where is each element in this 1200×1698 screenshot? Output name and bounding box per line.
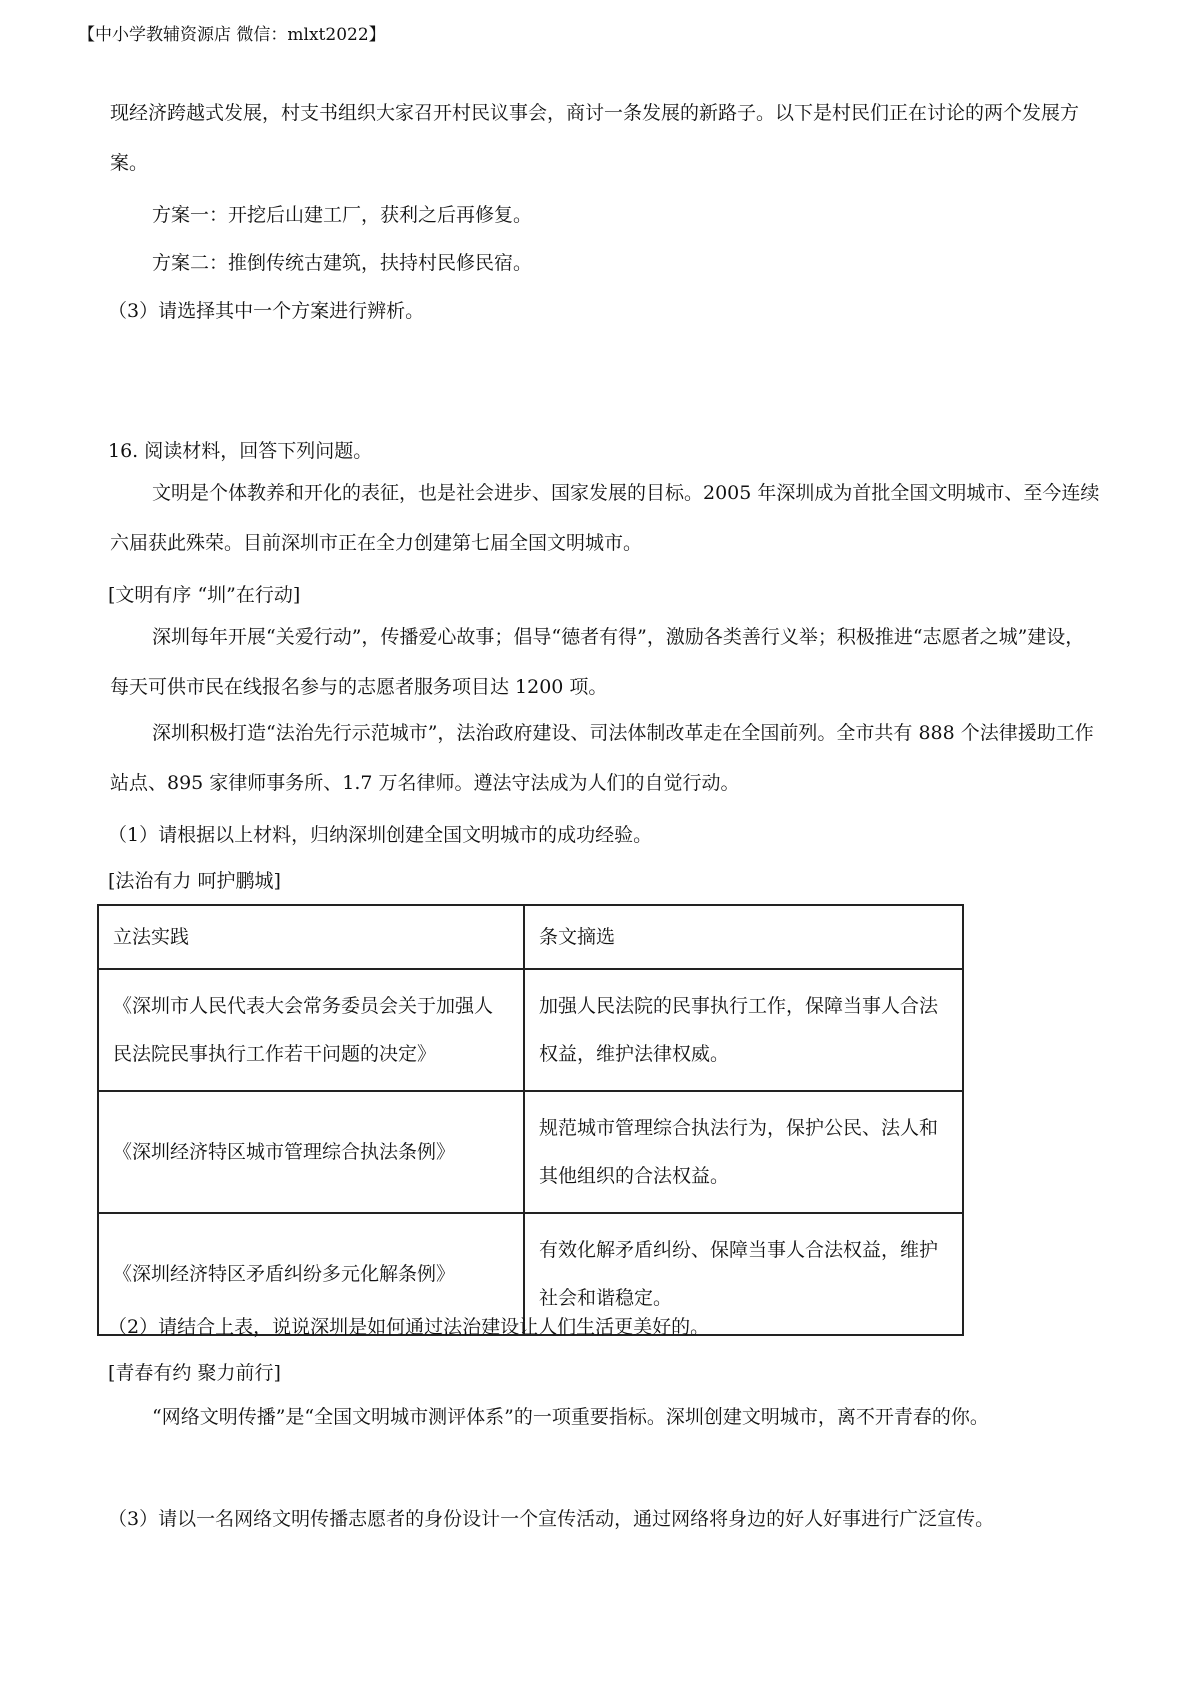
table-header-row <box>98 905 963 969</box>
q16-paragraph-2: 深圳每年开展“关爱行动”，传播爱心故事；倡导“德者有得”，激励各类善行义举；积极推进“志愿者之城”建设，每天可供市民在线报名参与的志愿者服务项目达 1200 项。 <box>110 626 1085 698</box>
table-cell-law: 《深圳市人民代表大会常务委员会关于加强人民法院民事执行工作若干问题的决定》 <box>98 969 524 1091</box>
table-header-cell: 条文摘选 <box>524 905 963 969</box>
q16-paragraph-3: 深圳积极打造“法治先行示范城市”，法治政府建设、司法体制改革走在全国前列。全市共有 888 个法律援助工作站点、895 家律师事务所、1.7 万名律师。遵法守法成为人们的自觉行动。 <box>110 722 1094 794</box>
legislation-table <box>97 904 964 1336</box>
question-16-2: （2）请结合上表，说说深圳是如何通过法治建设让人们生活更美好的。 <box>108 1316 710 1338</box>
q16-paragraph-4: “网络文明传播”是“全国文明城市测评体系”的一项重要指标。深圳创建文明城市，离不开青春的你。 <box>152 1406 989 1428</box>
intro-paragraph: 现经济跨越式发展，村支书组织大家召开村民议事会，商讨一条发展的新路子。以下是村民们正在讨论的两个发展方案。 <box>110 102 1080 174</box>
plan-2: 方案二：推倒传统古建筑，扶持村民修民宿。 <box>152 252 533 274</box>
table-cell-law: 《深圳经济特区矛盾纠纷多元化解条例》 <box>98 1213 524 1335</box>
section-heading-3: [青春有约 聚力前行] <box>108 1362 281 1384</box>
table-cell-excerpt: 加强人民法院的民事执行工作，保障当事人合法权益，维护法律权威。 <box>524 969 963 1091</box>
table-row <box>98 969 963 1091</box>
q16-paragraph-1: 文明是个体教养和开化的表征，也是社会进步、国家发展的目标。2005 年深圳成为首批全国文明城市、至今连续六届获此殊荣。目前深圳市正在全力创建第七届全国文明城市。 <box>110 482 1100 554</box>
table-cell-excerpt: 有效化解矛盾纠纷、保障当事人合法权益，维护社会和谐稳定。 <box>524 1213 963 1335</box>
section-heading-2: [法治有力 呵护鹏城] <box>108 870 281 892</box>
plan-1: 方案一：开挖后山建工厂，获利之后再修复。 <box>152 204 533 226</box>
table-cell-law: 《深圳经济特区城市管理综合执法条例》 <box>98 1091 524 1213</box>
question-16-title: 16. 阅读材料，回答下列问题。 <box>108 440 373 462</box>
section-heading-1: [文明有序 “圳”在行动] <box>108 584 301 606</box>
table-header-cell: 立法实践 <box>98 905 524 969</box>
question-16-3: （3）请以一名网络文明传播志愿者的身份设计一个宣传活动，通过网络将身边的好人好事进行广泛宣传。 <box>108 1508 995 1530</box>
table-cell-excerpt: 规范城市管理综合执法行为，保护公民、法人和其他组织的合法权益。 <box>524 1091 963 1213</box>
question-16-1: （1）请根据以上材料，归纳深圳创建全国文明城市的成功经验。 <box>108 824 653 846</box>
page-header: 【中小学教辅资源店 微信：mlxt2022】 <box>78 25 386 45</box>
table-row <box>98 1091 963 1213</box>
question-3-intro: （3）请选择其中一个方案进行辨析。 <box>108 300 425 322</box>
